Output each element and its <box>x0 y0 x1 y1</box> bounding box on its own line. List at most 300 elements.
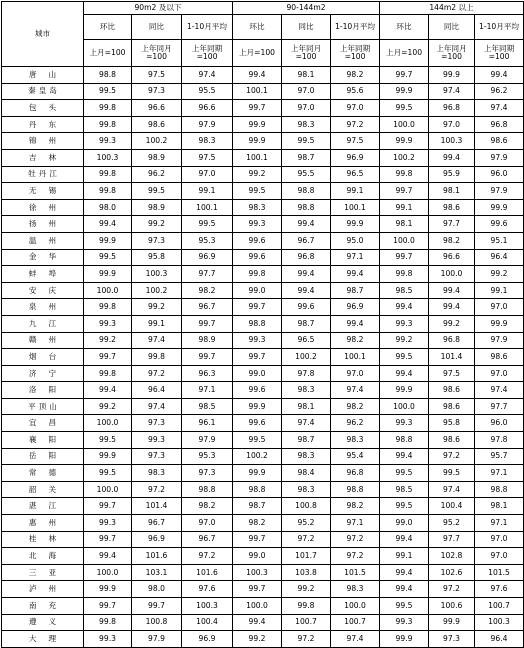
index-cell: 99.7 <box>233 349 282 366</box>
index-cell: 99.8 <box>84 100 132 117</box>
index-cell: 99.2 <box>132 299 182 316</box>
city-name <box>2 315 84 332</box>
sub-header-yoy: 同比 <box>132 15 182 40</box>
index-cell: 97.5 <box>182 149 233 166</box>
index-cell: 99.8 <box>84 166 132 183</box>
index-cell: 99.8 <box>233 266 282 283</box>
index-cell: 95.5 <box>282 166 331 183</box>
index-cell: 97.3 <box>132 83 182 100</box>
index-cell: 100.0 <box>84 282 132 299</box>
index-cell: 96.9 <box>182 249 233 266</box>
index-cell: 102.8 <box>429 548 475 565</box>
price-index-table-container <box>1 1 523 648</box>
index-cell: 98.0 <box>84 199 132 216</box>
index-cell: 99.4 <box>282 282 331 299</box>
index-cell: 99.0 <box>233 282 282 299</box>
index-cell: 99.7 <box>380 249 429 266</box>
base-header-prev-month: 上月=100 <box>233 40 282 67</box>
index-cell: 97.1 <box>475 465 524 482</box>
city-name-text: 三亚 <box>28 567 69 577</box>
index-cell: 100.8 <box>282 498 331 515</box>
index-cell: 99.2 <box>132 216 182 233</box>
index-cell: 97.9 <box>475 183 524 200</box>
city-name-text: 岳阳 <box>28 451 69 461</box>
city-name-text: 泉州 <box>28 302 69 312</box>
index-cell: 102.6 <box>429 564 475 581</box>
index-cell: 99.9 <box>233 133 282 150</box>
index-cell: 96.4 <box>475 249 524 266</box>
index-cell: 98.2 <box>429 232 475 249</box>
table-row <box>2 481 524 498</box>
index-cell: 97.7 <box>475 398 524 415</box>
index-cell: 99.5 <box>132 183 182 200</box>
index-cell: 99.9 <box>380 382 429 399</box>
base-header-prev-month: 上月=100 <box>380 40 429 67</box>
city-name <box>2 631 84 648</box>
city-name <box>2 266 84 283</box>
table-row <box>2 564 524 581</box>
index-cell: 98.2 <box>331 67 380 84</box>
index-cell: 98.7 <box>282 315 331 332</box>
index-cell: 99.7 <box>380 67 429 84</box>
index-cell: 98.0 <box>132 581 182 598</box>
table-row <box>2 415 524 432</box>
index-cell: 101.5 <box>475 564 524 581</box>
index-cell: 96.4 <box>132 382 182 399</box>
index-cell: 97.5 <box>132 67 182 84</box>
city-name <box>2 581 84 598</box>
table-row <box>2 116 524 133</box>
index-cell: 99.2 <box>233 166 282 183</box>
city-name-text: 蚌埠 <box>28 268 69 278</box>
city-name-text: 洛阳 <box>28 385 69 395</box>
city-name-text: 常德 <box>28 468 69 478</box>
index-cell: 99.5 <box>380 598 429 615</box>
index-cell: 99.5 <box>182 216 233 233</box>
index-cell: 99.8 <box>282 598 331 615</box>
index-cell: 99.4 <box>331 315 380 332</box>
city-name <box>2 67 84 84</box>
table-row <box>2 581 524 598</box>
index-cell: 97.4 <box>182 67 233 84</box>
index-cell: 95.6 <box>331 83 380 100</box>
index-cell: 95.7 <box>475 448 524 465</box>
index-cell: 95.5 <box>182 83 233 100</box>
city-name <box>2 531 84 548</box>
group-header-small: 90m2 及以下 <box>84 2 233 15</box>
index-cell: 99.4 <box>380 365 429 382</box>
index-cell: 100.0 <box>84 415 132 432</box>
index-cell: 98.3 <box>331 581 380 598</box>
table-row <box>2 199 524 216</box>
index-cell: 99.5 <box>233 432 282 449</box>
index-cell: 96.7 <box>182 531 233 548</box>
index-cell: 98.1 <box>475 498 524 515</box>
index-cell: 96.6 <box>132 100 182 117</box>
index-cell: 97.0 <box>182 166 233 183</box>
index-cell: 98.6 <box>429 398 475 415</box>
index-cell: 98.6 <box>429 199 475 216</box>
city-name-text: 济宁 <box>28 368 69 378</box>
index-cell: 100.4 <box>182 614 233 631</box>
index-cell: 99.0 <box>380 515 429 532</box>
index-cell: 97.4 <box>429 481 475 498</box>
index-cell: 100.1 <box>233 149 282 166</box>
table-row <box>2 349 524 366</box>
index-cell: 100.8 <box>132 614 182 631</box>
index-cell: 96.8 <box>282 249 331 266</box>
index-cell: 103.8 <box>282 564 331 581</box>
table-row <box>2 315 524 332</box>
base-header-same-month: 上年同月=100 <box>282 40 331 67</box>
city-name-text: 遵义 <box>28 617 69 627</box>
index-cell: 99.9 <box>429 614 475 631</box>
index-cell: 99.8 <box>84 299 132 316</box>
index-cell: 99.1 <box>380 548 429 565</box>
index-cell: 97.1 <box>331 249 380 266</box>
city-name-text: 襄阳 <box>28 434 69 444</box>
index-cell: 99.5 <box>282 133 331 150</box>
index-cell: 97.2 <box>132 481 182 498</box>
index-cell: 99.2 <box>84 332 132 349</box>
index-cell: 98.2 <box>182 498 233 515</box>
index-cell: 100.3 <box>233 564 282 581</box>
index-cell: 98.1 <box>282 67 331 84</box>
index-cell: 98.6 <box>132 116 182 133</box>
base-header-same-month: 上年同月=100 <box>429 40 475 67</box>
city-name <box>2 100 84 117</box>
city-name-text: 无锡 <box>28 185 69 195</box>
sub-header-avg: 1-10月平均 <box>331 15 380 40</box>
index-cell: 96.8 <box>475 116 524 133</box>
table-row <box>2 365 524 382</box>
index-cell: 99.6 <box>475 216 524 233</box>
city-name <box>2 216 84 233</box>
index-cell: 100.2 <box>233 448 282 465</box>
index-cell: 98.6 <box>475 349 524 366</box>
index-cell: 97.4 <box>282 415 331 432</box>
index-cell: 101.7 <box>282 548 331 565</box>
index-cell: 98.3 <box>282 382 331 399</box>
table-row <box>2 631 524 648</box>
index-cell: 97.5 <box>331 133 380 150</box>
index-cell: 99.4 <box>282 216 331 233</box>
index-cell: 101.6 <box>182 564 233 581</box>
index-cell: 99.1 <box>475 282 524 299</box>
index-cell: 97.1 <box>331 515 380 532</box>
index-cell: 97.0 <box>475 548 524 565</box>
index-cell: 97.9 <box>475 149 524 166</box>
index-cell: 99.5 <box>380 349 429 366</box>
index-cell: 100.0 <box>84 564 132 581</box>
index-cell: 97.6 <box>182 581 233 598</box>
city-name <box>2 548 84 565</box>
index-cell: 98.1 <box>282 398 331 415</box>
index-cell: 99.4 <box>429 149 475 166</box>
index-cell: 96.6 <box>182 100 233 117</box>
index-cell: 96.9 <box>132 531 182 548</box>
city-name <box>2 481 84 498</box>
city-name <box>2 183 84 200</box>
city-name-text: 金华 <box>28 252 69 262</box>
index-cell: 96.0 <box>475 166 524 183</box>
index-cell: 98.8 <box>233 481 282 498</box>
city-name-text: 平顶山 <box>28 401 60 411</box>
index-cell: 98.3 <box>182 133 233 150</box>
index-cell: 99.4 <box>429 282 475 299</box>
table-row <box>2 299 524 316</box>
index-cell: 97.9 <box>182 116 233 133</box>
index-cell: 100.0 <box>380 232 429 249</box>
table-row <box>2 133 524 150</box>
index-cell: 97.3 <box>182 465 233 482</box>
index-cell: 99.7 <box>84 498 132 515</box>
index-cell: 97.9 <box>132 631 182 648</box>
city-name <box>2 448 84 465</box>
index-cell: 99.3 <box>380 415 429 432</box>
index-cell: 99.4 <box>380 531 429 548</box>
index-cell: 98.1 <box>429 183 475 200</box>
city-name <box>2 415 84 432</box>
index-cell: 99.3 <box>84 515 132 532</box>
group-header-large: 144m2 以上 <box>380 2 524 15</box>
index-cell: 97.0 <box>331 365 380 382</box>
index-cell: 97.0 <box>475 531 524 548</box>
index-cell: 99.4 <box>380 448 429 465</box>
city-header: 城市 <box>2 2 84 67</box>
sub-header-avg: 1-10月平均 <box>182 15 233 40</box>
index-cell: 98.7 <box>331 282 380 299</box>
index-cell: 100.3 <box>429 133 475 150</box>
index-cell: 97.3 <box>132 232 182 249</box>
index-cell: 96.3 <box>182 365 233 382</box>
index-cell: 96.7 <box>182 299 233 316</box>
index-cell: 99.7 <box>132 598 182 615</box>
city-name-text: 徐州 <box>28 202 69 212</box>
index-cell: 98.8 <box>84 67 132 84</box>
index-cell: 97.4 <box>331 631 380 648</box>
index-cell: 100.2 <box>282 349 331 366</box>
index-cell: 100.2 <box>132 282 182 299</box>
table-row <box>2 382 524 399</box>
city-name-text: 扬州 <box>28 219 69 229</box>
index-cell: 97.2 <box>282 531 331 548</box>
index-cell: 97.2 <box>282 631 331 648</box>
index-cell: 95.9 <box>429 166 475 183</box>
city-name <box>2 232 84 249</box>
index-cell: 97.4 <box>132 332 182 349</box>
city-name <box>2 133 84 150</box>
index-cell: 100.3 <box>475 614 524 631</box>
index-cell: 98.7 <box>282 432 331 449</box>
index-cell: 97.4 <box>475 100 524 117</box>
city-name <box>2 382 84 399</box>
index-cell: 97.9 <box>182 432 233 449</box>
index-cell: 99.0 <box>233 365 282 382</box>
price-index-table <box>1 1 524 648</box>
group-header-medium: 90-144m2 <box>233 2 380 15</box>
city-name <box>2 149 84 166</box>
index-cell: 100.1 <box>331 199 380 216</box>
city-name-text: 南充 <box>28 600 69 610</box>
table-row <box>2 249 524 266</box>
index-cell: 96.9 <box>331 149 380 166</box>
index-cell: 98.6 <box>475 133 524 150</box>
index-cell: 100.7 <box>331 614 380 631</box>
city-name-text: 韶关 <box>28 484 69 494</box>
index-cell: 99.7 <box>182 315 233 332</box>
index-cell: 99.9 <box>380 83 429 100</box>
index-cell: 98.8 <box>233 315 282 332</box>
index-cell: 99.5 <box>84 83 132 100</box>
index-cell: 99.8 <box>132 349 182 366</box>
city-name-text: 湛江 <box>28 501 69 511</box>
city-name <box>2 432 84 449</box>
city-name <box>2 598 84 615</box>
index-cell: 99.6 <box>233 249 282 266</box>
index-cell: 100.1 <box>182 199 233 216</box>
index-cell: 97.0 <box>282 83 331 100</box>
index-cell: 100.0 <box>331 598 380 615</box>
city-name <box>2 332 84 349</box>
index-cell: 98.4 <box>282 465 331 482</box>
index-cell: 98.8 <box>182 481 233 498</box>
index-cell: 98.3 <box>233 199 282 216</box>
city-name-text: 烟台 <box>28 351 69 361</box>
index-cell: 97.7 <box>429 216 475 233</box>
index-cell: 100.4 <box>429 498 475 515</box>
table-body <box>2 67 524 648</box>
index-cell: 97.0 <box>282 100 331 117</box>
index-cell: 99.8 <box>380 266 429 283</box>
city-name-text: 惠州 <box>28 517 69 527</box>
index-cell: 97.8 <box>475 432 524 449</box>
index-cell: 98.3 <box>282 481 331 498</box>
index-cell: 99.5 <box>233 183 282 200</box>
index-cell: 101.4 <box>132 498 182 515</box>
index-cell: 97.2 <box>132 365 182 382</box>
index-cell: 99.9 <box>84 581 132 598</box>
index-cell: 99.2 <box>380 332 429 349</box>
index-cell: 101.4 <box>429 349 475 366</box>
city-name-text: 安庆 <box>28 285 69 295</box>
city-name <box>2 282 84 299</box>
index-cell: 97.4 <box>331 382 380 399</box>
index-cell: 99.4 <box>429 299 475 316</box>
index-cell: 97.9 <box>475 332 524 349</box>
index-cell: 99.7 <box>233 531 282 548</box>
index-cell: 97.1 <box>182 382 233 399</box>
index-cell: 99.7 <box>233 299 282 316</box>
table-row <box>2 166 524 183</box>
city-name <box>2 116 84 133</box>
sub-header-avg: 1-10月平均 <box>475 15 524 40</box>
index-cell: 96.2 <box>331 415 380 432</box>
table-row <box>2 398 524 415</box>
index-cell: 99.2 <box>233 631 282 648</box>
index-cell: 99.8 <box>84 365 132 382</box>
index-cell: 99.7 <box>84 349 132 366</box>
city-name-text: 吉林 <box>28 152 69 162</box>
index-cell: 100.7 <box>282 614 331 631</box>
index-cell: 99.2 <box>475 266 524 283</box>
index-cell: 95.2 <box>282 515 331 532</box>
table-row <box>2 183 524 200</box>
index-cell: 99.2 <box>282 581 331 598</box>
index-cell: 101.6 <box>132 548 182 565</box>
index-cell: 99.9 <box>380 631 429 648</box>
table-row <box>2 100 524 117</box>
index-cell: 100.1 <box>331 349 380 366</box>
index-cell: 97.4 <box>475 382 524 399</box>
index-cell: 99.4 <box>233 67 282 84</box>
index-cell: 99.1 <box>380 199 429 216</box>
sub-header-mom: 环比 <box>233 15 282 40</box>
index-cell: 96.7 <box>282 232 331 249</box>
index-cell: 96.4 <box>475 631 524 648</box>
index-cell: 98.2 <box>233 515 282 532</box>
index-cell: 101.5 <box>331 564 380 581</box>
index-cell: 98.6 <box>429 382 475 399</box>
city-name <box>2 299 84 316</box>
sub-header-mom: 环比 <box>380 15 429 40</box>
city-name <box>2 83 84 100</box>
index-cell: 97.2 <box>429 448 475 465</box>
city-name <box>2 614 84 631</box>
city-name-text: 大理 <box>28 634 69 643</box>
index-cell: 98.7 <box>233 498 282 515</box>
city-name-text: 包头 <box>28 103 69 112</box>
index-cell: 99.9 <box>475 199 524 216</box>
index-cell: 99.5 <box>380 465 429 482</box>
table-row <box>2 598 524 615</box>
index-cell: 99.7 <box>84 531 132 548</box>
table-row <box>2 216 524 233</box>
index-cell: 97.2 <box>331 531 380 548</box>
index-cell: 97.3 <box>132 448 182 465</box>
index-cell: 99.3 <box>380 315 429 332</box>
table-row <box>2 332 524 349</box>
index-cell: 97.2 <box>182 548 233 565</box>
index-cell: 99.8 <box>380 166 429 183</box>
index-cell: 96.2 <box>475 83 524 100</box>
index-cell: 99.5 <box>380 498 429 515</box>
index-cell: 100.0 <box>380 398 429 415</box>
index-cell: 99.0 <box>233 548 282 565</box>
table-row <box>2 515 524 532</box>
index-cell: 99.7 <box>182 349 233 366</box>
index-cell: 95.0 <box>331 232 380 249</box>
index-cell: 95.4 <box>331 448 380 465</box>
index-cell: 98.3 <box>282 448 331 465</box>
index-cell: 99.9 <box>84 448 132 465</box>
index-cell: 99.6 <box>233 232 282 249</box>
index-cell: 99.4 <box>380 299 429 316</box>
index-cell: 100.3 <box>182 598 233 615</box>
table-row <box>2 498 524 515</box>
index-cell: 99.2 <box>84 398 132 415</box>
index-cell: 99.8 <box>84 116 132 133</box>
index-cell: 95.8 <box>429 415 475 432</box>
table-row <box>2 465 524 482</box>
city-name-text: 桂林 <box>28 534 69 544</box>
index-cell: 99.4 <box>380 581 429 598</box>
index-cell: 95.1 <box>475 232 524 249</box>
table-row <box>2 67 524 84</box>
index-cell: 99.3 <box>233 216 282 233</box>
index-cell: 99.9 <box>331 216 380 233</box>
index-cell: 98.2 <box>331 398 380 415</box>
